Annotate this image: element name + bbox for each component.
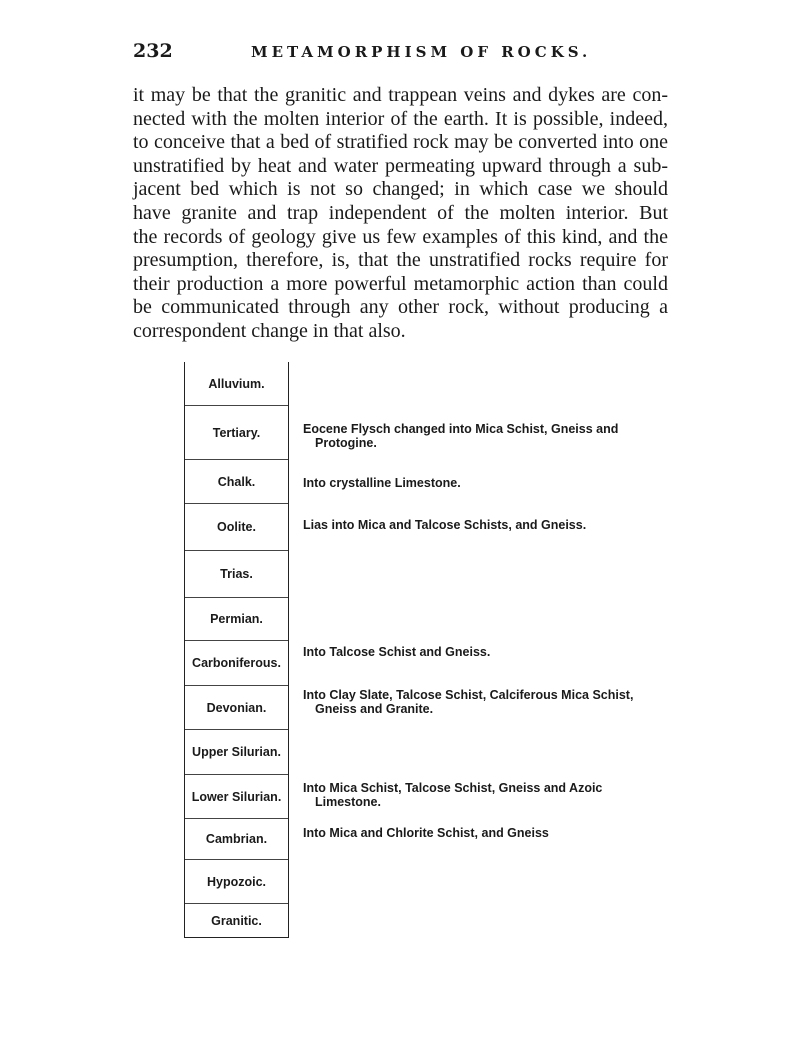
paragraph-line: unstratified by heat and water permeating upward through a sub- [133,154,668,177]
note-tertiary: Eocene Flysch changed into Mica Schist, Gneiss and Protogine. [303,422,619,450]
paragraph-line: jacent bed which is not so changed; in which case we should [133,178,668,201]
stratum-cell: Tertiary. [185,406,288,460]
strata-column [184,362,289,938]
paragraph-line: it may be that the granitic and trappean veins and dykes are con- [133,84,668,106]
stratum-cell: Oolite. [185,504,288,551]
note-lower-silurian: Into Mica Schist, Talcose Schist, Gneiss and Azoic Limestone. [303,781,603,809]
paragraph-line: to conceive that a bed of stratified rock may be converted into one [133,131,668,154]
stratum-cell: Devonian. [185,686,288,730]
page-header [133,40,668,68]
running-title: METAMORPHISM OF ROCKS. [251,43,592,61]
note-chalk: Into crystalline Limestone. [303,476,461,490]
note-cambrian: Into Mica and Chlorite Schist, and Gneiss [303,826,549,840]
stratum-cell: Hypozoic. [185,860,288,904]
paragraph-line: correspondent change in that also. [133,319,406,342]
paragraph-line: their production a more powerful metamorphic action than could [133,272,668,295]
note-oolite: Lias into Mica and Talcose Schists, and Gneiss. [303,518,587,532]
stratum-cell: Cambrian. [185,819,288,860]
stratum-cell: Alluvium. [185,362,288,406]
page-number: 232 [133,40,173,62]
stratum-cell: Upper Silurian. [185,730,288,775]
stratum-cell: Carboniferous. [185,641,288,686]
stratum-cell: Chalk. [185,460,288,504]
paragraph-line: presumption, therefore, is, that the unstratified rocks require for [133,249,668,272]
note-devonian: Into Clay Slate, Talcose Schist, Calciferous Mica Schist, Gneiss and Granite. [303,688,634,716]
paragraph-line: have granite and trap independent of the molten interior. But [133,201,668,224]
stratum-cell: Trias. [185,551,288,598]
paragraph-line: nected with the molten interior of the earth. It is possible, indeed, [133,107,668,130]
stratum-cell: Permian. [185,598,288,641]
stratum-cell: Lower Silurian. [185,775,288,819]
stratum-cell: Granitic. [211,914,262,928]
body-paragraph [133,84,668,344]
paragraph-line: be communicated through any other rock, without producing a [133,296,668,319]
metamorphism-notes [303,362,663,938]
paragraph-line: the records of geology give us few examples of this kind, and the [133,225,668,248]
note-carboniferous: Into Talcose Schist and Gneiss. [303,645,491,659]
